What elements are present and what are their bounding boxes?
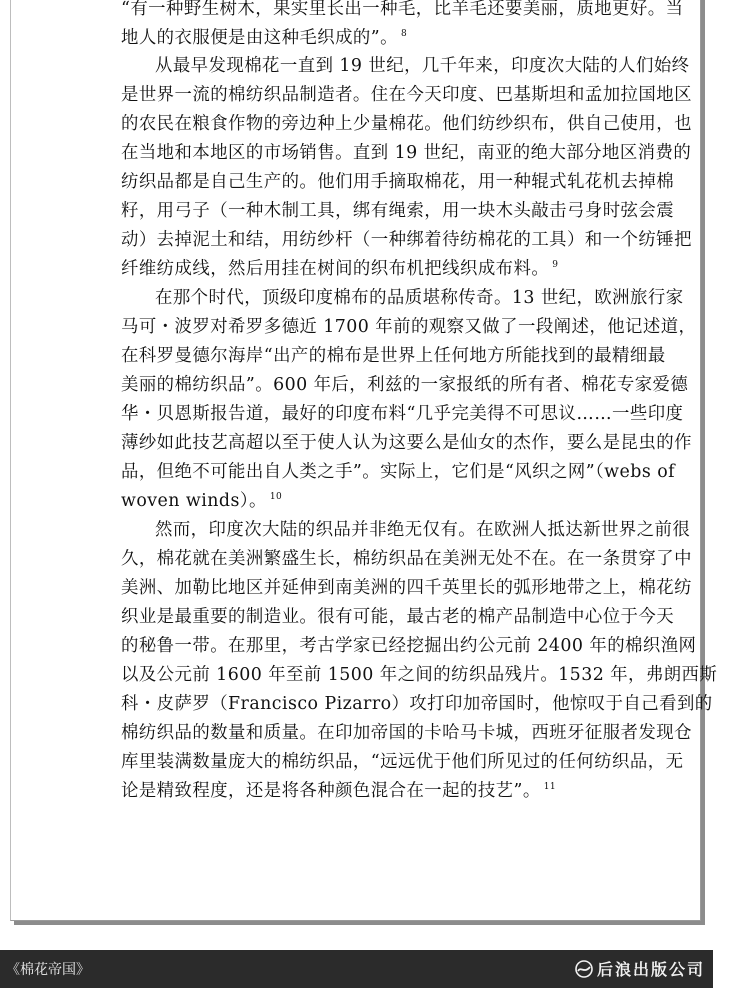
- text-line: 美丽的棉纺织品”。600 年后，利兹的一家报纸的所有者、棉花专家爱德: [121, 375, 689, 395]
- text-line: 品，但绝不可能出自人类之手”。实际上，它们是“风织之网”（webs of: [121, 462, 675, 482]
- text-line: 以及公元前 1600 年至前 1500 年之间的纺织品残片。1532 年，弗朗西斯: [121, 665, 718, 685]
- text-line: 从最早发现棉花一直到 19 世纪，几千年来，印度次大陆的人们始终: [155, 56, 690, 76]
- book-title: 《棉花帝国》: [6, 962, 90, 978]
- text-line: 纤维纺成线，然后用挂在树间的织布机把线织成布料。 $^9$: [121, 259, 559, 279]
- text-line: 久，棉花就在美洲繁盛生长，棉纺织品在美洲无处不在。在一条贯穿了中: [121, 549, 692, 569]
- text-line: 薄纱如此技艺高超以至于使人认为这要么是仙女的杰作，要么是昆虫的作: [121, 433, 692, 453]
- text-line: 动）去掉泥土和结，用纺纱杆（一种绑着待纺棉花的工具）和一个纺锤把: [121, 230, 692, 250]
- paragraph: [121, 284, 697, 516]
- footnote-marker[interactable]: 9: [552, 260, 559, 271]
- text-line: woven winds）。 $^{10}$: [121, 491, 283, 511]
- text-line: 是世界一流的棉纺织品制造者。住在今天印度、巴基斯坦和孟加拉国地区: [121, 85, 692, 105]
- publisher-brand: [575, 957, 705, 982]
- footnote-marker[interactable]: 11: [543, 782, 557, 793]
- text-line: 在当地和本地区的市场销售。直到 19 世纪，南亚的绝大部分地区消费的: [121, 143, 692, 163]
- paragraph: [121, 52, 692, 284]
- text-line: 织业是最重要的制造业。很有可能，最古老的棉产品制造中心位于今天: [121, 607, 675, 627]
- text-line: 库里装满数量庞大的棉纺织品，“远远优于他们所见过的任何纺织品，无: [121, 752, 684, 772]
- text-line: 美洲、加勒比地区并延伸到南美洲的四千英里长的弧形地带之上，棉花纺: [121, 578, 692, 598]
- text-line: 籽，用弓子（一种木制工具，绑有绳索，用一块木头敲击弓身时弦会震: [121, 201, 675, 221]
- footer-bar: [0, 950, 713, 988]
- text-line: 华・贝恩斯报告道，最好的印度布料“几乎完美得不可思议……一些印度: [121, 404, 684, 424]
- text-line: 马可・波罗对希罗多德近 1700 年前的观察又做了一段阐述，他记述道，: [121, 317, 697, 337]
- text-line: 的农民在粮食作物的旁边种上少量棉花。他们纺纱织布，供自己使用，也: [121, 114, 692, 134]
- text-line: 科・皮萨罗（Francisco Pizarro）攻打印加帝国时，他惊叹于自己看到的: [121, 694, 713, 714]
- text-line: 在科罗曼德尔海岸“出产的棉布是世界上任何地方所能找到的最精细最: [121, 346, 666, 366]
- footnote-marker[interactable]: 10: [269, 492, 283, 503]
- text-line: 论是精致程度，还是将各种颜色混合在一起的技艺”。 $^{11}$: [121, 781, 557, 801]
- footnote-marker[interactable]: 8: [400, 29, 408, 40]
- text-line: 的秘鲁一带。在那里，考古学家已经挖掘出约公元前 2400 年的棉织渔网: [121, 636, 697, 656]
- publisher-name: 后浪出版公司: [596, 960, 705, 979]
- document-page: [10, 0, 718, 921]
- text-line: 然而，印度次大陆的织品并非绝无仅有。在欧洲人抵达新世界之前很: [155, 520, 691, 540]
- wave-logo-icon: [575, 960, 593, 982]
- paragraph: [121, 0, 684, 53]
- text-line: 棉纺织品的数量和质量。在印加帝国的卡哈马卡城，西班牙征服者发现仓: [121, 723, 692, 743]
- text-line: 地人的衣服便是由这种毛织成的”。 $^8$: [121, 28, 408, 48]
- text-line: 在那个时代，顶级印度棉布的品质堪称传奇。13 世纪，欧洲旅行家: [155, 288, 684, 308]
- text-line: 纺织品都是自己生产的。他们用手摘取棉花，用一种辊式轧花机去掉棉: [121, 172, 675, 192]
- text-line: “有一种野生树木，果实里长出一种毛，比羊毛还要美丽，质地更好。当: [121, 0, 684, 19]
- paragraph: [121, 516, 718, 806]
